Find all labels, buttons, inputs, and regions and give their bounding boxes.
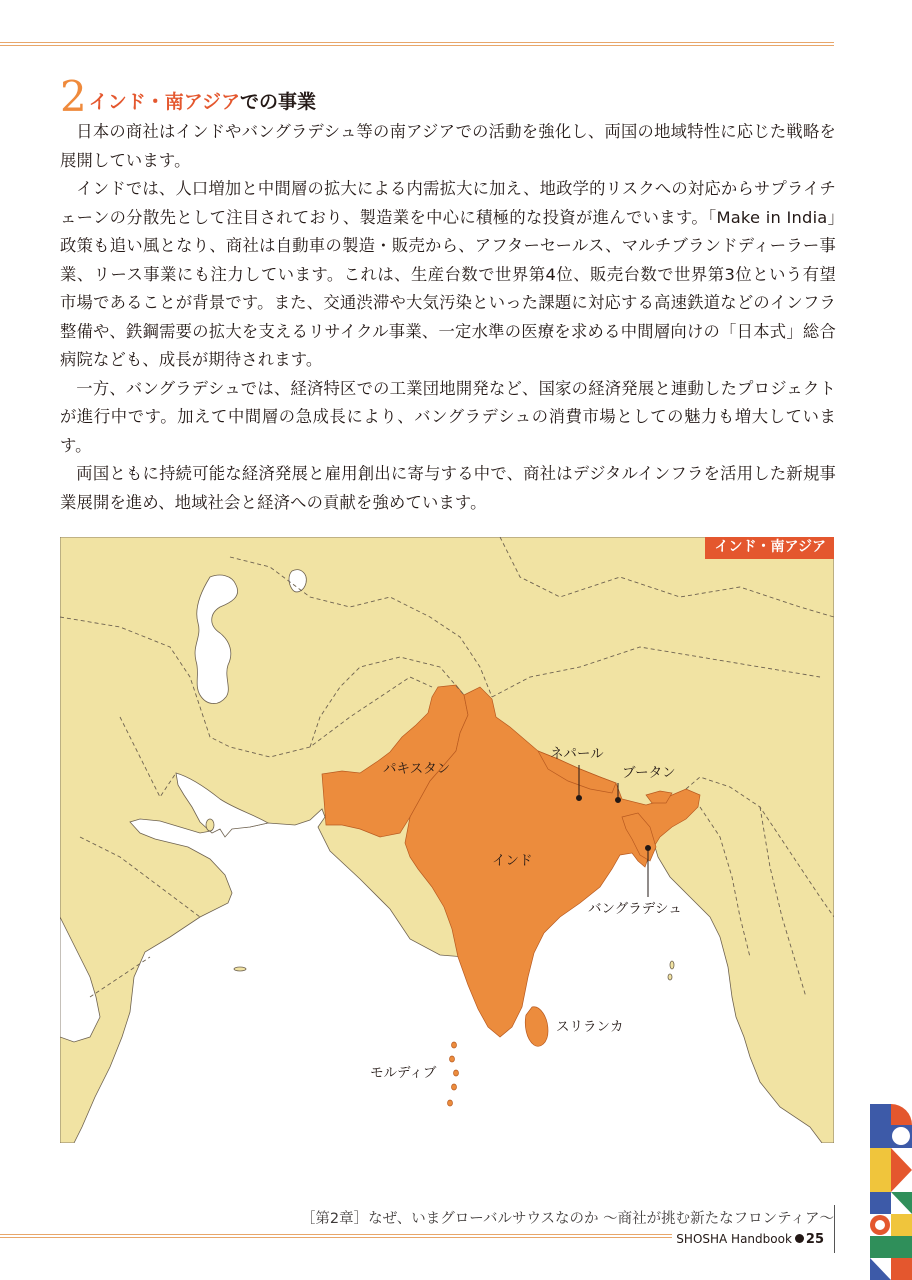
top-rule <box>0 42 834 46</box>
label-maldives: モルディブ <box>370 1065 437 1081</box>
bullet-dot <box>795 1234 804 1243</box>
paragraph: 両国ともに持続可能な経済発展と雇用創出に寄与する中で、商社はデジタルインフラを活用した新規事業展開を進め、地域社会と経済への貢献を強めています。 <box>60 464 836 512</box>
section-title-rest: での事業 <box>239 91 316 113</box>
footer-divider <box>834 1205 835 1253</box>
island <box>206 819 214 831</box>
maldives-island <box>452 1084 457 1090</box>
section-title-accent: インド・南アジア <box>88 91 240 113</box>
label-india: インド <box>492 853 533 869</box>
label-srilanka: スリランカ <box>556 1019 624 1035</box>
south-asia-map <box>60 537 834 1143</box>
handbook-name: SHOSHA Handbook <box>676 1232 792 1246</box>
island <box>234 967 246 971</box>
label-pakistan: パキスタン <box>383 761 451 777</box>
paragraph: 日本の商社はインドやバングラデシュ等の南アジアでの活動を強化し、両国の地域特性に応じた戦略を展開しています。 <box>60 122 836 170</box>
section-number: 2 <box>60 72 87 121</box>
label-bhutan: ブータン <box>622 765 676 781</box>
chapter-footer: ［第2章］なぜ、いまグローバルサウスなのか ～商社が挑む新たなフロンティア～ <box>300 1211 834 1227</box>
section-heading <box>60 72 316 121</box>
footer-rule <box>0 1234 672 1238</box>
maldives-island <box>454 1070 459 1076</box>
island <box>668 974 672 980</box>
body-text <box>60 118 836 517</box>
page-footer <box>676 1232 824 1247</box>
maldives-island <box>448 1100 453 1106</box>
page-number: 25 <box>805 1232 824 1247</box>
paragraph: インドでは、人口増加と中間層の拡大による内需拡大に加え、地政学的リスクへの対応からサプライチェーンの分散先として注目されており、製造業を中心に積極的な投資が進んでいます。「Make in India」政策も追い風となり、商社は自動車の製造・販売から、アフターセールス、マルチブランドディーラー事業、リース事業にも注力しています。これは、生産台数で世界第4位、販売台数で世界第3位という有望市場であることが背景です。また、交通渋滞や大気汚染といった課題に対応する高速鉄道などのインフラ整備や、鉄鋼需要の拡大を支えるリサイクル事業、一定水準の医療を求める中間層向けの「日本式」総合病院なども、成長が期待されます。 <box>60 179 836 369</box>
decorative-pattern <box>870 1104 912 1280</box>
paragraph: 一方、バングラデシュでは、経済特区での工業団地開発など、国家の経済発展と連動したプロジェクトが進行中です。加えて中間層の急成長により、バングラデシュの消費市場としての魅力も増大しています。 <box>60 378 836 455</box>
map-region-tag: インド・南アジア <box>705 537 834 559</box>
aral-sea <box>289 570 306 592</box>
label-bangladesh: バングラデシュ <box>588 901 682 917</box>
map-graphic <box>60 537 834 1143</box>
island <box>670 961 674 969</box>
label-nepal: ネパール <box>550 746 604 762</box>
maldives-island <box>452 1042 457 1048</box>
maldives-island <box>450 1056 455 1062</box>
